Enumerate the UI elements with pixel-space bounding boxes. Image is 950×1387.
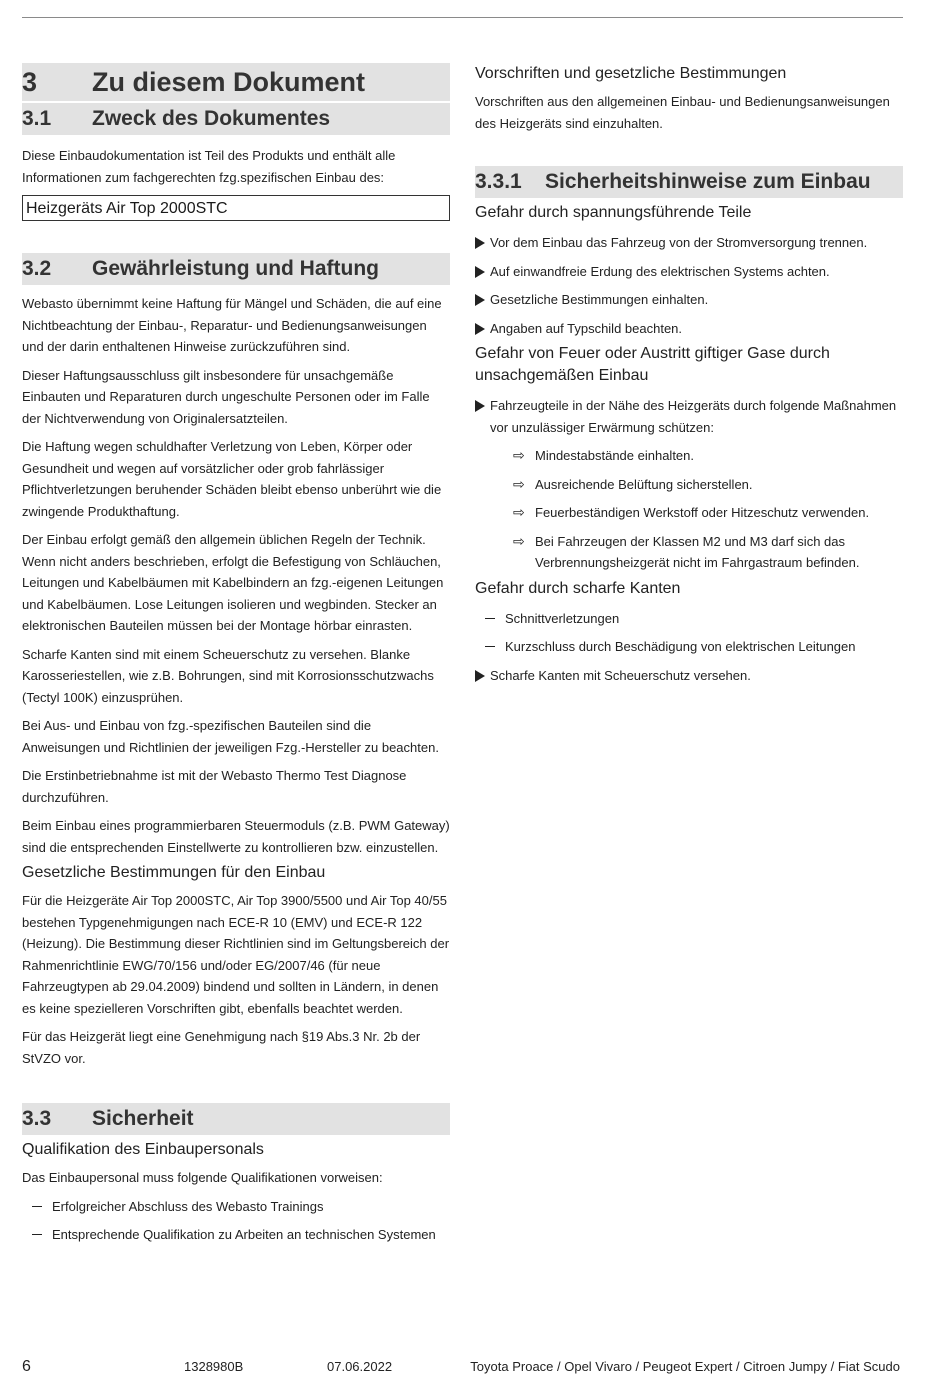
- dash-icon: [32, 1206, 42, 1207]
- warranty-paragraph: Die Haftung wegen schuldhafter Verletzung von Leben, Körper oder Gesundheit und wegen auf vorsätzlicher oder grob fahrlässiger Pflichtverletzungen beruhender Schäden bleibt ebenso unberührt wie die zwingende Produkthaftung.: [22, 439, 442, 519]
- section-3-2-heading: [22, 253, 450, 285]
- instruction-item: Auf einwandfreie Erdung des elektrischen Systems achten.: [475, 261, 903, 283]
- left-column: [22, 63, 450, 1253]
- header-rule: [22, 17, 903, 18]
- legal-heading: Gesetzliche Bestimmungen für den Einbau: [22, 864, 326, 881]
- qualification-intro: Das Einbaupersonal muss folgende Qualifikationen vorweisen:: [22, 1170, 383, 1185]
- hazard-item: Kurzschluss durch Beschädigung von elektrischen Leitungen: [475, 636, 903, 658]
- dash-icon: [485, 646, 495, 647]
- dash-icon: [32, 1234, 42, 1235]
- triangle-bullet-icon: [475, 294, 485, 306]
- danger-edges-heading: Gefahr durch scharfe Kanten: [475, 579, 681, 597]
- section-number: 3.1: [22, 107, 52, 130]
- section-3-3-1-heading: [475, 166, 903, 198]
- section-number: 3.2: [22, 257, 52, 280]
- hazard-item: Schnittverletzungen: [475, 608, 903, 630]
- section-title: Gewährleistung und Haftung: [92, 257, 379, 280]
- warranty-paragraph: Beim Einbau eines programmierbaren Steuermoduls (z.B. PWM Gateway) sind die entsprechenden Einstellwerte zu kontrollieren bzw. einzustellen.: [22, 818, 450, 855]
- dash-icon: [485, 618, 495, 619]
- section-title: Zweck des Dokumentes: [92, 107, 331, 130]
- section-3-1-heading: [22, 103, 450, 135]
- warranty-paragraph: Dieser Haftungsausschluss gilt insbesondere für unsachgemäße Einbauten und Reparaturen durch ungeschulte Personen oder im Falle der Nichtverwendung von Originalersatzteilen.: [22, 367, 430, 426]
- right-column: [475, 63, 903, 693]
- purpose-intro: Diese Einbaudokumentation ist Teil des Produkts und enthält alle Informationen zum fachgerechten fzg.spezifischen Einbau des:: [22, 148, 396, 185]
- document-date: 07.06.2022: [327, 1359, 393, 1374]
- sub-instruction-item: ⇨ Feuerbeständigen Werkstoff oder Hitzeschutz verwenden.: [475, 502, 903, 524]
- section-title: Sicherheitshinweise zum Einbau: [545, 170, 871, 193]
- document-number: 1328980B: [184, 1359, 244, 1374]
- legal-paragraph: Für das Heizgerät liegt eine Genehmigung nach §19 Abs.3 Nr. 2b der StVZO vor.: [22, 1029, 421, 1066]
- arrow-right-icon: ⇨: [513, 475, 525, 492]
- section-title: Sicherheit: [92, 1107, 194, 1130]
- danger-electric-heading: Gefahr durch spannungsführende Teile: [475, 204, 752, 221]
- triangle-bullet-icon: [475, 670, 485, 682]
- rules-heading: Vorschriften und gesetzliche Bestimmungen: [475, 65, 787, 82]
- vehicle-list: Toyota Proace / Opel Vivaro / Peugeot Expert / Citroen Jumpy / Fiat Scudo: [470, 1359, 900, 1374]
- warranty-paragraph: Webasto übernimmt keine Haftung für Mängel und Schäden, die auf eine Nichtbeachtung der Einbau-, Reparatur- und Bedienungsanweisungen und der darin enthaltenen Hinweise zurückzuführen sind.: [22, 296, 442, 354]
- qualification-item: Entsprechende Qualifikation zu Arbeiten an technischen Systemen: [22, 1224, 450, 1246]
- section-number: 3: [22, 67, 38, 97]
- instruction-item: Scharfe Kanten mit Scheuerschutz versehen.: [475, 665, 903, 687]
- triangle-bullet-icon: [475, 266, 485, 278]
- qualification-heading: Qualifikation des Einbaupersonals: [22, 1141, 264, 1158]
- page-number: 6: [22, 1358, 31, 1375]
- sub-instruction-item: ⇨ Bei Fahrzeugen der Klassen M2 und M3 darf sich das Verbrennungsheizgerät nicht im Fahrgastraum befinden.: [513, 532, 860, 570]
- warranty-paragraph: Die Erstinbetriebnahme ist mit der Webasto Thermo Test Diagnose durchzuführen.: [22, 768, 407, 805]
- warranty-paragraph: Bei Aus- und Einbau von fzg.-spezifischen Bauteilen sind die Anweisungen und Richtlinien der jeweiligen Fzg.-Hersteller zu beachten.: [22, 718, 439, 755]
- triangle-bullet-icon: [475, 237, 485, 249]
- section-number: 3.3: [22, 1107, 52, 1130]
- instruction-item: Fahrzeugteile in der Nähe des Heizgeräts durch folgende Maßnahmen vor unzulässiger Erwärmung schützen:: [475, 395, 903, 438]
- section-3-heading: [22, 63, 450, 101]
- triangle-bullet-icon: [475, 400, 485, 412]
- device-name-box: Heizgeräts Air Top 2000STC: [22, 195, 450, 221]
- warranty-paragraph: Der Einbau erfolgt gemäß den allgemein üblichen Regeln der Technik. Wenn nicht anders beschrieben, erfolgt die Befestigung von Schläuchen, Leitungen und Kabelbäumen mit Kabelbindern an fzg.-eigenen Leitungen und Kabelbäumen. Lose Leitungen isolieren und wegbinden. Stecker an elektronischen Bauteilen müssen bei der Montage hörbar einrasten.: [22, 532, 444, 633]
- sub-instruction-item: ⇨ Ausreichende Belüftung sicherstellen.: [475, 474, 903, 496]
- arrow-right-icon: ⇨: [513, 504, 525, 520]
- rules-text: Vorschriften aus den allgemeinen Einbau- und Bedienungsanweisungen des Heizgeräts sind einzuhalten.: [475, 94, 890, 131]
- sub-instruction-item: ⇨ Mindestabstände einhalten.: [475, 445, 903, 467]
- instruction-item: Angaben auf Typschild beachten.: [475, 318, 903, 340]
- arrow-right-icon: ⇨: [513, 447, 525, 463]
- section-3-3-heading: [22, 1103, 450, 1135]
- qualification-item: Erfolgreicher Abschluss des Webasto Trainings: [22, 1196, 450, 1218]
- triangle-bullet-icon: [475, 323, 485, 335]
- section-number: 3.3.1: [475, 170, 522, 193]
- section-title: Zu diesem Dokument: [92, 67, 366, 97]
- arrow-right-icon: ⇨: [513, 532, 525, 549]
- danger-fire-heading: Gefahr von Feuer oder Austritt giftiger Gase durch unsachgemäßen Einbau: [475, 345, 830, 384]
- instruction-item: Vor dem Einbau das Fahrzeug von der Stromversorgung trennen.: [475, 232, 903, 254]
- warranty-paragraph: Scharfe Kanten sind mit einem Scheuerschutz zu versehen. Blanke Karosseriestellen, wie z.B. Bohrungen, sind mit Korrosionsschutzwachs (Tectyl 100K) einzusprühen.: [22, 646, 434, 705]
- legal-paragraph: Für die Heizgeräte Air Top 2000STC, Air Top 3900/5500 und Air Top 40/55 bestehen Typgenehmigungen nach ECE-R 10 (EMV) und ECE-R 122 (Heizung). Die Bestimmung dieser Richtlinien sind im Geltungsbereich der Rahmenrichtlinie EWG/70/156 und/oder EG/2007/46 (für neue Fahrzeugtypen ab 29.04.2009) bindend und sollten in Ländern, in denen es keine spezielleren Vorschriften gibt, ebenfalls beachtet werden.: [22, 893, 450, 1016]
- instruction-item: Gesetzliche Bestimmungen einhalten.: [475, 289, 903, 311]
